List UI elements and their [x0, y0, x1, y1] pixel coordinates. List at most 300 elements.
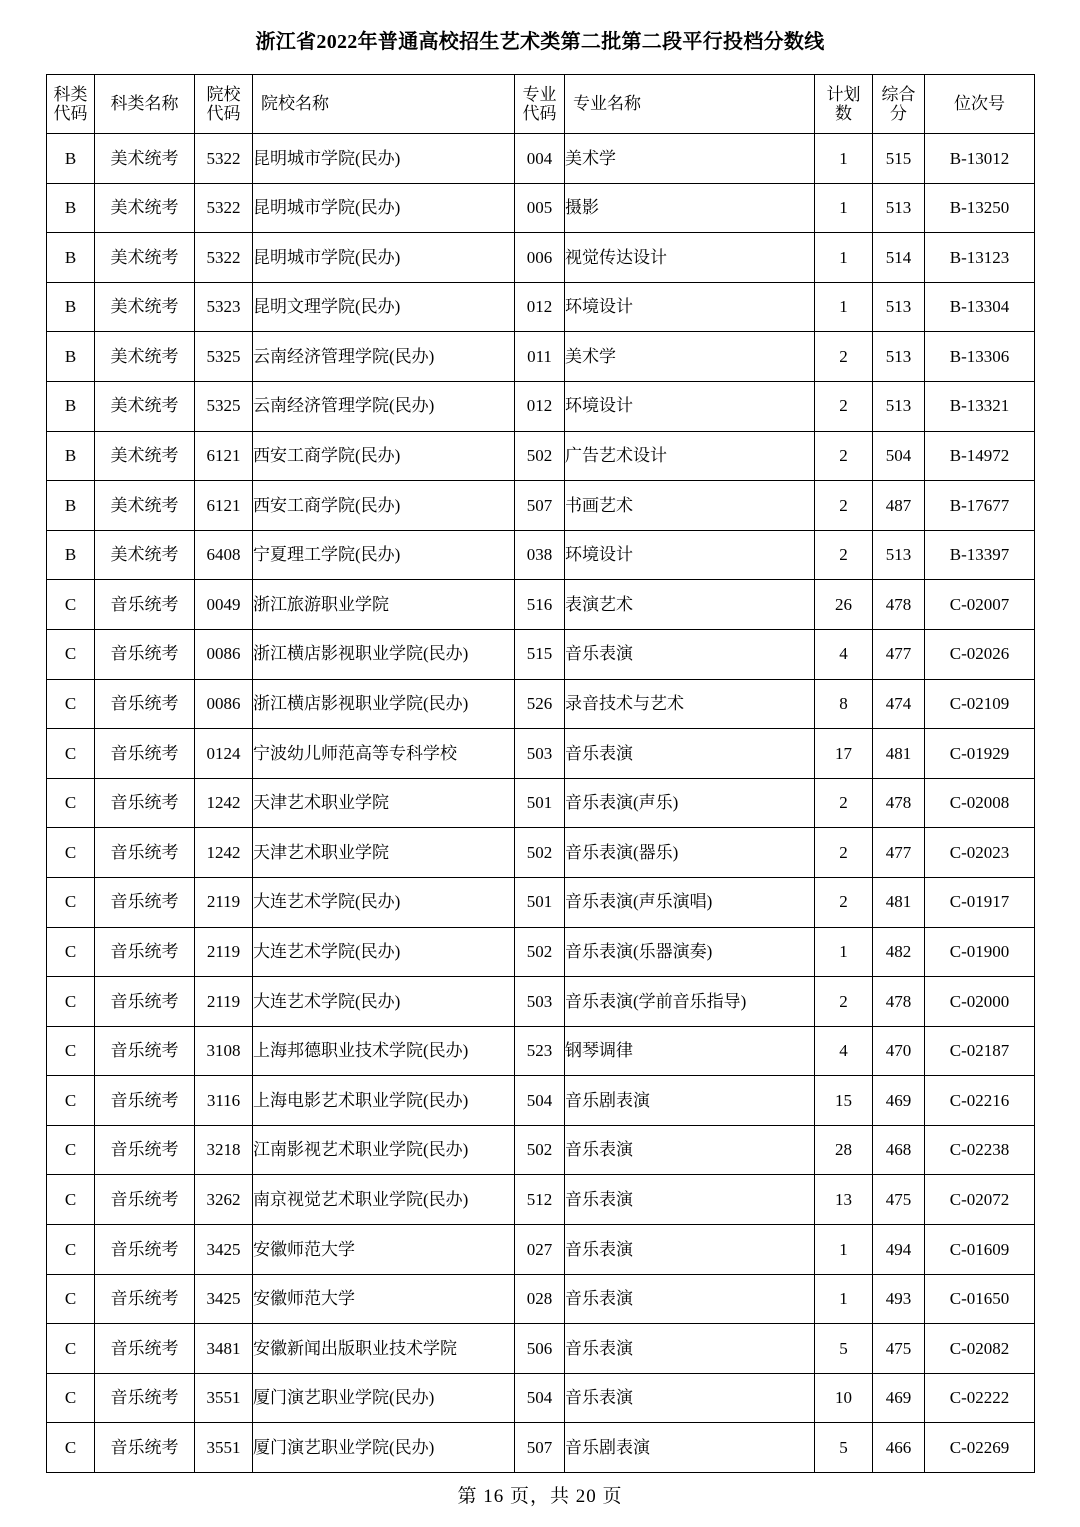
cell-school-name: 厦门演艺职业学院(民办) — [253, 1373, 515, 1423]
cell-major-code: 028 — [515, 1274, 565, 1324]
column-header-school-code-line1: 院校 — [206, 84, 241, 104]
cell-school-name: 浙江横店影视职业学院(民办) — [253, 679, 515, 729]
table-row — [47, 1324, 1035, 1374]
cell-plan-count: 15 — [815, 1076, 873, 1126]
cell-major-code: 507 — [515, 481, 565, 531]
table-row — [47, 1076, 1035, 1126]
cell-subject-name: 美术统考 — [95, 134, 195, 184]
table-row — [47, 1125, 1035, 1175]
cell-rank-number: C-02000 — [925, 977, 1035, 1027]
cell-rank-number: B-13250 — [925, 183, 1035, 233]
cell-school-name: 厦门演艺职业学院(民办) — [253, 1423, 515, 1473]
cell-school-name: 浙江旅游职业学院 — [253, 580, 515, 630]
cell-subject-name: 美术统考 — [95, 431, 195, 481]
cell-subject-code: C — [47, 1225, 95, 1275]
cell-school-code: 3425 — [195, 1274, 253, 1324]
column-header-school-code-line2: 代码 — [206, 104, 241, 123]
cell-subject-code: C — [47, 679, 95, 729]
cell-total-score: 513 — [873, 183, 925, 233]
cell-total-score: 504 — [873, 431, 925, 481]
cell-total-score: 475 — [873, 1175, 925, 1225]
cell-major-name: 录音技术与艺术 — [565, 679, 815, 729]
cell-major-code: 504 — [515, 1076, 565, 1126]
cell-plan-count: 26 — [815, 580, 873, 630]
column-header-subject-name — [95, 75, 195, 134]
score-table — [46, 74, 1035, 1473]
cell-total-score: 469 — [873, 1076, 925, 1126]
cell-school-code: 2119 — [195, 927, 253, 977]
cell-plan-count: 1 — [815, 927, 873, 977]
cell-rank-number: C-02238 — [925, 1125, 1035, 1175]
cell-subject-code: B — [47, 282, 95, 332]
cell-total-score: 487 — [873, 481, 925, 531]
cell-subject-code: B — [47, 233, 95, 283]
cell-total-score: 513 — [873, 530, 925, 580]
cell-school-code: 3108 — [195, 1026, 253, 1076]
cell-plan-count: 1 — [815, 134, 873, 184]
cell-school-code: 0086 — [195, 679, 253, 729]
table-header-row — [47, 75, 1035, 134]
column-header-major-name-line1: 专业名称 — [573, 94, 641, 114]
cell-subject-name: 美术统考 — [95, 332, 195, 382]
cell-school-name: 天津艺术职业学院 — [253, 828, 515, 878]
cell-subject-name: 美术统考 — [95, 233, 195, 283]
column-header-plan-count — [815, 75, 873, 134]
cell-school-code: 3425 — [195, 1225, 253, 1275]
cell-rank-number: C-02216 — [925, 1076, 1035, 1126]
cell-school-name: 安徽师范大学 — [253, 1274, 515, 1324]
cell-major-name: 广告艺术设计 — [565, 431, 815, 481]
table-row — [47, 1373, 1035, 1423]
cell-total-score: 493 — [873, 1274, 925, 1324]
cell-major-code: 503 — [515, 729, 565, 779]
cell-rank-number: C-01650 — [925, 1274, 1035, 1324]
cell-rank-number: C-02109 — [925, 679, 1035, 729]
cell-major-name: 音乐表演 — [565, 1373, 815, 1423]
cell-subject-name: 音乐统考 — [95, 679, 195, 729]
cell-school-name: 天津艺术职业学院 — [253, 778, 515, 828]
table-row — [47, 679, 1035, 729]
cell-school-code: 3551 — [195, 1423, 253, 1473]
cell-major-name: 美术学 — [565, 134, 815, 184]
cell-plan-count: 2 — [815, 828, 873, 878]
cell-plan-count: 2 — [815, 481, 873, 531]
table-row — [47, 1175, 1035, 1225]
cell-major-code: 502 — [515, 1125, 565, 1175]
cell-plan-count: 2 — [815, 381, 873, 431]
cell-subject-name: 美术统考 — [95, 282, 195, 332]
cell-total-score: 513 — [873, 282, 925, 332]
cell-subject-name: 音乐统考 — [95, 1125, 195, 1175]
cell-major-name: 音乐剧表演 — [565, 1423, 815, 1473]
cell-subject-code: C — [47, 1076, 95, 1126]
cell-major-code: 507 — [515, 1423, 565, 1473]
cell-school-code: 5323 — [195, 282, 253, 332]
cell-school-name: 昆明城市学院(民办) — [253, 233, 515, 283]
cell-major-name: 环境设计 — [565, 282, 815, 332]
cell-major-name: 钢琴调律 — [565, 1026, 815, 1076]
cell-plan-count: 13 — [815, 1175, 873, 1225]
cell-subject-code: C — [47, 877, 95, 927]
cell-plan-count: 4 — [815, 629, 873, 679]
cell-school-code: 2119 — [195, 977, 253, 1027]
cell-total-score: 494 — [873, 1225, 925, 1275]
cell-rank-number: B-13304 — [925, 282, 1035, 332]
cell-major-code: 502 — [515, 431, 565, 481]
cell-major-code: 038 — [515, 530, 565, 580]
cell-plan-count: 2 — [815, 530, 873, 580]
table-row — [47, 977, 1035, 1027]
cell-major-name: 音乐表演(声乐演唱) — [565, 877, 815, 927]
cell-major-code: 512 — [515, 1175, 565, 1225]
cell-subject-name: 音乐统考 — [95, 828, 195, 878]
table-row — [47, 381, 1035, 431]
cell-school-code: 2119 — [195, 877, 253, 927]
cell-rank-number: C-02023 — [925, 828, 1035, 878]
cell-school-code: 0049 — [195, 580, 253, 630]
cell-total-score: 477 — [873, 828, 925, 878]
cell-subject-name: 美术统考 — [95, 381, 195, 431]
cell-subject-name: 音乐统考 — [95, 1076, 195, 1126]
cell-total-score: 513 — [873, 332, 925, 382]
cell-subject-code: C — [47, 977, 95, 1027]
column-header-plan-count-line1: 计划 — [826, 84, 861, 104]
cell-total-score: 478 — [873, 977, 925, 1027]
cell-major-code: 012 — [515, 381, 565, 431]
cell-plan-count: 2 — [815, 431, 873, 481]
cell-school-name: 宁波幼儿师范高等专科学校 — [253, 729, 515, 779]
table-row — [47, 481, 1035, 531]
table-row — [47, 877, 1035, 927]
cell-school-name: 浙江横店影视职业学院(民办) — [253, 629, 515, 679]
cell-rank-number: C-02008 — [925, 778, 1035, 828]
cell-school-code: 1242 — [195, 828, 253, 878]
cell-school-name: 大连艺术学院(民办) — [253, 927, 515, 977]
cell-subject-code: B — [47, 381, 95, 431]
cell-school-code: 6121 — [195, 431, 253, 481]
cell-school-code: 6121 — [195, 481, 253, 531]
cell-total-score: 515 — [873, 134, 925, 184]
cell-subject-name: 音乐统考 — [95, 1423, 195, 1473]
cell-major-name: 摄影 — [565, 183, 815, 233]
table-row — [47, 580, 1035, 630]
cell-subject-name: 音乐统考 — [95, 629, 195, 679]
cell-rank-number: B-17677 — [925, 481, 1035, 531]
cell-subject-name: 音乐统考 — [95, 729, 195, 779]
cell-plan-count: 4 — [815, 1026, 873, 1076]
column-header-total-score — [873, 75, 925, 134]
cell-school-code: 5325 — [195, 381, 253, 431]
cell-total-score: 466 — [873, 1423, 925, 1473]
cell-subject-code: B — [47, 431, 95, 481]
cell-school-name: 上海电影艺术职业学院(民办) — [253, 1076, 515, 1126]
cell-major-name: 环境设计 — [565, 381, 815, 431]
column-header-school-code — [195, 75, 253, 134]
cell-school-code: 6408 — [195, 530, 253, 580]
cell-subject-code: C — [47, 1175, 95, 1225]
table-row — [47, 332, 1035, 382]
cell-major-code: 012 — [515, 282, 565, 332]
cell-subject-code: B — [47, 530, 95, 580]
cell-major-name: 音乐表演(器乐) — [565, 828, 815, 878]
cell-school-name: 南京视觉艺术职业学院(民办) — [253, 1175, 515, 1225]
cell-rank-number: B-13123 — [925, 233, 1035, 283]
cell-major-code: 004 — [515, 134, 565, 184]
cell-subject-code: C — [47, 1274, 95, 1324]
cell-subject-name: 音乐统考 — [95, 1026, 195, 1076]
table-body — [47, 134, 1035, 1473]
cell-subject-code: B — [47, 183, 95, 233]
cell-major-name: 音乐表演 — [565, 1225, 815, 1275]
cell-major-code: 515 — [515, 629, 565, 679]
table-row — [47, 828, 1035, 878]
cell-total-score: 478 — [873, 580, 925, 630]
cell-subject-name: 美术统考 — [95, 481, 195, 531]
cell-school-name: 云南经济管理学院(民办) — [253, 332, 515, 382]
cell-rank-number: C-01929 — [925, 729, 1035, 779]
cell-plan-count: 5 — [815, 1324, 873, 1374]
cell-rank-number: C-02222 — [925, 1373, 1035, 1423]
cell-major-name: 音乐表演 — [565, 1175, 815, 1225]
cell-subject-name: 音乐统考 — [95, 1175, 195, 1225]
table-row — [47, 1026, 1035, 1076]
cell-subject-name: 音乐统考 — [95, 927, 195, 977]
cell-plan-count: 1 — [815, 282, 873, 332]
cell-subject-name: 音乐统考 — [95, 580, 195, 630]
cell-school-name: 昆明文理学院(民办) — [253, 282, 515, 332]
cell-major-code: 011 — [515, 332, 565, 382]
cell-school-code: 5322 — [195, 233, 253, 283]
cell-total-score: 470 — [873, 1026, 925, 1076]
table-row — [47, 530, 1035, 580]
cell-plan-count: 28 — [815, 1125, 873, 1175]
cell-subject-code: C — [47, 1026, 95, 1076]
cell-school-name: 云南经济管理学院(民办) — [253, 381, 515, 431]
table-row — [47, 233, 1035, 283]
column-header-total-score-line1: 综合 — [881, 84, 916, 104]
column-header-major-name — [565, 75, 815, 134]
cell-school-code: 3218 — [195, 1125, 253, 1175]
cell-school-name: 西安工商学院(民办) — [253, 481, 515, 531]
cell-total-score: 513 — [873, 381, 925, 431]
table-row — [47, 927, 1035, 977]
cell-plan-count: 2 — [815, 977, 873, 1027]
cell-major-code: 501 — [515, 877, 565, 927]
cell-major-code: 502 — [515, 927, 565, 977]
cell-rank-number: B-13397 — [925, 530, 1035, 580]
table-row — [47, 1225, 1035, 1275]
cell-school-name: 大连艺术学院(民办) — [253, 877, 515, 927]
cell-plan-count: 2 — [815, 332, 873, 382]
cell-plan-count: 10 — [815, 1373, 873, 1423]
cell-plan-count: 1 — [815, 1225, 873, 1275]
column-header-school-name-line1: 院校名称 — [261, 94, 329, 114]
column-header-subject-code-line1: 科类 — [53, 84, 88, 104]
cell-subject-name: 音乐统考 — [95, 778, 195, 828]
cell-subject-name: 美术统考 — [95, 530, 195, 580]
cell-major-name: 音乐表演(乐器演奏) — [565, 927, 815, 977]
cell-rank-number: C-02007 — [925, 580, 1035, 630]
cell-total-score: 481 — [873, 877, 925, 927]
cell-major-code: 516 — [515, 580, 565, 630]
cell-school-name: 昆明城市学院(民办) — [253, 183, 515, 233]
cell-rank-number: C-02269 — [925, 1423, 1035, 1473]
cell-subject-code: C — [47, 828, 95, 878]
table-row — [47, 778, 1035, 828]
page-title: 浙江省2022年普通高校招生艺术类第二批第二段平行投档分数线 — [255, 31, 825, 53]
cell-major-code: 027 — [515, 1225, 565, 1275]
cell-subject-name: 音乐统考 — [95, 1324, 195, 1374]
cell-subject-name: 音乐统考 — [95, 977, 195, 1027]
cell-school-name: 上海邦德职业技术学院(民办) — [253, 1026, 515, 1076]
table-header — [47, 75, 1035, 134]
cell-total-score: 469 — [873, 1373, 925, 1423]
cell-school-code: 0124 — [195, 729, 253, 779]
cell-subject-name: 音乐统考 — [95, 1274, 195, 1324]
cell-major-code: 504 — [515, 1373, 565, 1423]
column-header-major-code-line2: 代码 — [522, 104, 557, 123]
cell-major-name: 音乐表演(学前音乐指导) — [565, 977, 815, 1027]
column-header-rank-number — [925, 75, 1035, 134]
column-header-school-name — [253, 75, 515, 134]
cell-major-name: 音乐表演 — [565, 629, 815, 679]
cell-major-code: 523 — [515, 1026, 565, 1076]
cell-rank-number: B-13012 — [925, 134, 1035, 184]
cell-major-name: 音乐表演 — [565, 1125, 815, 1175]
cell-subject-code: C — [47, 1373, 95, 1423]
cell-subject-code: C — [47, 927, 95, 977]
cell-subject-code: C — [47, 729, 95, 779]
table-row — [47, 629, 1035, 679]
cell-plan-count: 8 — [815, 679, 873, 729]
cell-subject-name: 美术统考 — [95, 183, 195, 233]
cell-school-code: 3116 — [195, 1076, 253, 1126]
cell-major-code: 506 — [515, 1324, 565, 1374]
cell-major-code: 503 — [515, 977, 565, 1027]
page-footer: 第 16 页，共 20 页 — [457, 1486, 623, 1507]
cell-total-score: 478 — [873, 778, 925, 828]
column-header-subject-name-line1: 科类名称 — [110, 94, 179, 114]
cell-subject-code: C — [47, 1423, 95, 1473]
cell-major-name: 音乐表演 — [565, 729, 815, 779]
table-row — [47, 729, 1035, 779]
column-header-major-code-line1: 专业 — [522, 84, 557, 104]
cell-plan-count: 1 — [815, 1274, 873, 1324]
cell-rank-number: B-13306 — [925, 332, 1035, 382]
cell-subject-name: 音乐统考 — [95, 877, 195, 927]
cell-rank-number: C-02187 — [925, 1026, 1035, 1076]
cell-rank-number: C-01609 — [925, 1225, 1035, 1275]
cell-subject-name: 音乐统考 — [95, 1373, 195, 1423]
cell-total-score: 475 — [873, 1324, 925, 1374]
cell-school-code: 1242 — [195, 778, 253, 828]
table-row — [47, 183, 1035, 233]
column-header-rank-number-line1: 位次号 — [954, 94, 1005, 114]
cell-rank-number: C-02026 — [925, 629, 1035, 679]
cell-major-code: 005 — [515, 183, 565, 233]
cell-school-code: 3481 — [195, 1324, 253, 1374]
cell-subject-code: B — [47, 481, 95, 531]
column-header-plan-count-line2: 数 — [835, 104, 852, 123]
cell-total-score: 481 — [873, 729, 925, 779]
cell-major-name: 视觉传达设计 — [565, 233, 815, 283]
cell-major-name: 环境设计 — [565, 530, 815, 580]
cell-rank-number: B-13321 — [925, 381, 1035, 431]
cell-major-code: 006 — [515, 233, 565, 283]
cell-school-code: 3551 — [195, 1373, 253, 1423]
cell-school-name: 西安工商学院(民办) — [253, 431, 515, 481]
cell-plan-count: 2 — [815, 877, 873, 927]
cell-major-name: 书画艺术 — [565, 481, 815, 531]
cell-major-code: 502 — [515, 828, 565, 878]
cell-major-name: 音乐表演(声乐) — [565, 778, 815, 828]
cell-total-score: 468 — [873, 1125, 925, 1175]
cell-rank-number: C-01917 — [925, 877, 1035, 927]
cell-total-score: 477 — [873, 629, 925, 679]
cell-subject-code: B — [47, 332, 95, 382]
cell-subject-code: B — [47, 134, 95, 184]
cell-major-code: 526 — [515, 679, 565, 729]
cell-plan-count: 1 — [815, 183, 873, 233]
score-table-container — [46, 74, 1034, 1473]
cell-subject-code: C — [47, 1324, 95, 1374]
cell-total-score: 474 — [873, 679, 925, 729]
cell-major-name: 美术学 — [565, 332, 815, 382]
cell-subject-code: C — [47, 778, 95, 828]
table-row — [47, 1274, 1035, 1324]
cell-major-code: 501 — [515, 778, 565, 828]
cell-subject-code: C — [47, 580, 95, 630]
table-row — [47, 1423, 1035, 1473]
cell-plan-count: 2 — [815, 778, 873, 828]
cell-major-name: 表演艺术 — [565, 580, 815, 630]
cell-school-name: 大连艺术学院(民办) — [253, 977, 515, 1027]
cell-school-name: 宁夏理工学院(民办) — [253, 530, 515, 580]
table-row — [47, 431, 1035, 481]
cell-subject-name: 音乐统考 — [95, 1225, 195, 1275]
column-header-subject-code — [47, 75, 95, 134]
cell-rank-number: B-14972 — [925, 431, 1035, 481]
cell-subject-code: C — [47, 629, 95, 679]
cell-rank-number: C-02082 — [925, 1324, 1035, 1374]
cell-school-code: 5325 — [195, 332, 253, 382]
cell-school-name: 安徽新闻出版职业技术学院 — [253, 1324, 515, 1374]
table-row — [47, 134, 1035, 184]
cell-total-score: 482 — [873, 927, 925, 977]
cell-school-code: 3262 — [195, 1175, 253, 1225]
cell-school-name: 江南影视艺术职业学院(民办) — [253, 1125, 515, 1175]
cell-subject-code: C — [47, 1125, 95, 1175]
cell-school-name: 安徽师范大学 — [253, 1225, 515, 1275]
cell-rank-number: C-02072 — [925, 1175, 1035, 1225]
cell-major-name: 音乐剧表演 — [565, 1076, 815, 1126]
cell-rank-number: C-01900 — [925, 927, 1035, 977]
cell-plan-count: 17 — [815, 729, 873, 779]
column-header-subject-code-line2: 代码 — [53, 104, 88, 123]
cell-school-code: 5322 — [195, 183, 253, 233]
cell-plan-count: 1 — [815, 233, 873, 283]
cell-major-name: 音乐表演 — [565, 1274, 815, 1324]
cell-plan-count: 5 — [815, 1423, 873, 1473]
cell-total-score: 514 — [873, 233, 925, 283]
column-header-total-score-line2: 分 — [890, 104, 907, 123]
cell-major-name: 音乐表演 — [565, 1324, 815, 1374]
cell-school-code: 5322 — [195, 134, 253, 184]
column-header-major-code — [515, 75, 565, 134]
cell-school-code: 0086 — [195, 629, 253, 679]
cell-school-name: 昆明城市学院(民办) — [253, 134, 515, 184]
table-row — [47, 282, 1035, 332]
